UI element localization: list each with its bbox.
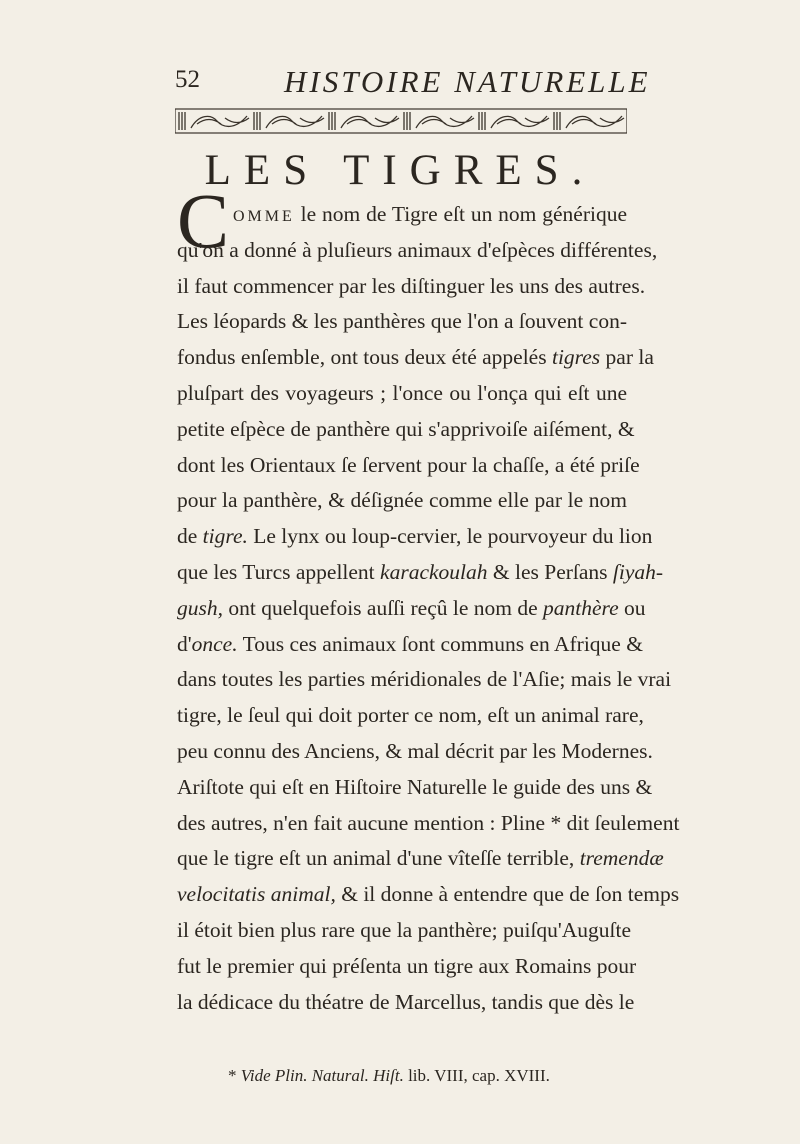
text-run: Ariſtote qui eſt en Hiſtoire Naturelle le guide des uns & (177, 774, 653, 799)
text-line (177, 773, 653, 802)
text-line (177, 594, 646, 623)
text-run: OMME (233, 208, 295, 225)
text-line (177, 343, 654, 372)
text-run: & les Perſans (487, 560, 613, 584)
text-line (177, 522, 653, 551)
text-line (177, 844, 664, 873)
text-run: once. (191, 631, 238, 656)
text-run: & il donne à entendre que de ſon temps (335, 882, 680, 907)
text-run: Vide Plin. Natural. Hiſt. (240, 1066, 404, 1085)
text-run: tigre. (202, 524, 248, 549)
text-line (177, 880, 680, 909)
text-run: peu connu des Anciens, & mal décrit par les Modernes. (177, 739, 653, 763)
text-run: * (228, 1066, 241, 1085)
text-run: pour la panthère, & déſignée comme elle par le nom (177, 488, 627, 513)
text-run: tigre, le ſeul qui doit porter ce nom, eſt un animal rare, (177, 703, 644, 728)
text-run: Le lynx ou loup-cervier, le pourvoyeur du lion (247, 524, 653, 549)
text-run: panthère (543, 595, 619, 620)
text-line (177, 952, 637, 981)
text-line (177, 665, 672, 694)
text-run: que les Turcs appellent (177, 560, 381, 584)
running-title: HISTOIRE NATURELLE (284, 64, 651, 99)
text-line (233, 200, 627, 229)
footnote (228, 1066, 550, 1086)
text-line (177, 630, 643, 659)
text-run: gush, (177, 595, 223, 620)
text-run: ont quelquefois auſſi reçû le nom de (223, 595, 544, 620)
text-run: pluſpart des voyageurs ; l'once ou l'onça qui eſt une (177, 381, 627, 405)
text-line (177, 486, 627, 515)
text-run: des autres, n'en fait aucune mention : Pline * dit ſeulement (177, 810, 680, 835)
running-head (0, 64, 800, 104)
chapter-title: LES TIGRES. (204, 147, 596, 194)
text-run: ſiyah- (612, 560, 664, 584)
text-run: il étoit bien plus rare que la panthère; puiſqu'Auguſte (177, 918, 632, 942)
text-run: tremendæ (579, 846, 664, 871)
text-line (177, 809, 680, 838)
text-run: Les léopards & les panthères que l'on a ſouvent con- (177, 309, 627, 334)
text-run: qu'on a donné à pluſieurs animaux d'eſpèces différentes, (177, 237, 658, 262)
text-line (177, 415, 635, 444)
text-run: tigres (551, 345, 601, 370)
text-line (177, 307, 627, 336)
text-run: il faut commencer par les diſtinguer les uns des autres. (177, 273, 646, 298)
text-run: velocitatis animal, (177, 882, 336, 907)
text-line (177, 701, 644, 730)
text-line (177, 272, 646, 301)
text-run: d' (177, 631, 192, 656)
text-run: Tous ces animaux ſont communs en Afrique & (237, 631, 643, 656)
text-run: que le tigre eſt un animal d'une vîteſſe terrible, (177, 846, 580, 871)
text-run: par la (600, 345, 654, 370)
ornamental-band-icon (175, 108, 627, 134)
text-line (177, 737, 653, 766)
text-run: petite eſpèce de panthère qui s'apprivoiſe aiſément, & (177, 416, 635, 441)
text-run: ou (618, 595, 646, 620)
text-run: dont les Orientaux ſe ſervent pour la chaſſe, a été priſe (177, 452, 640, 477)
text-line (177, 451, 640, 480)
text-line (177, 558, 664, 587)
text-run: dans toutes les parties méridionales de l'Aſie; mais le vrai (177, 667, 672, 692)
page-number: 52 (175, 66, 200, 93)
text-run: la dédicace du théatre de Marcellus, tandis que dès le (177, 989, 635, 1014)
text-line (177, 916, 632, 945)
text-line (177, 988, 635, 1017)
text-line (177, 379, 627, 408)
text-run: fut le premier qui préſenta un tigre aux Romains pour (177, 953, 637, 978)
drop-cap: C (177, 177, 230, 264)
text-run: lib. VIII, cap. XVIII. (403, 1066, 550, 1085)
text-run: le nom de Tigre eſt un nom générique (294, 202, 627, 226)
text-run: fondus enſemble, ont tous deux été appelés (177, 345, 552, 370)
text-run: de (177, 524, 203, 549)
text-run: karackoulah (380, 560, 488, 584)
text-line (177, 236, 658, 265)
